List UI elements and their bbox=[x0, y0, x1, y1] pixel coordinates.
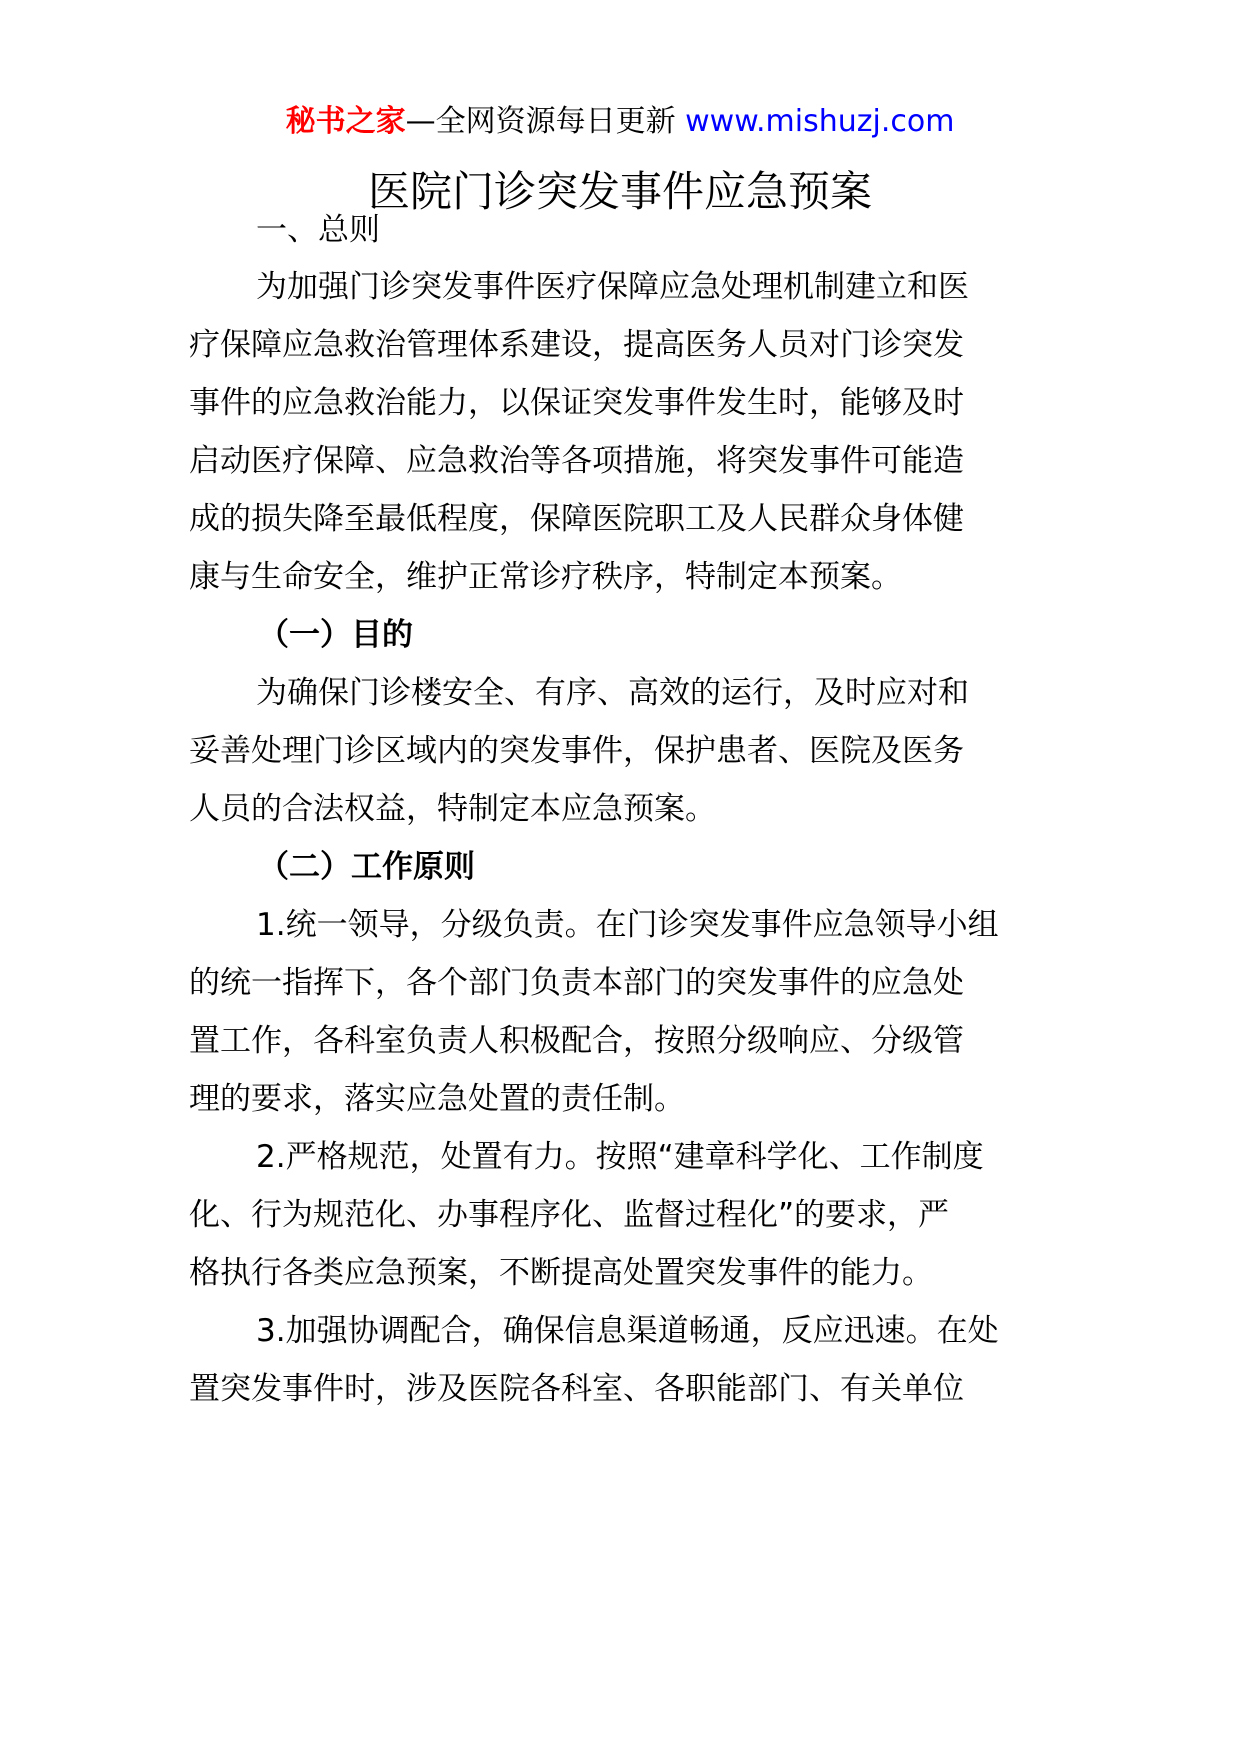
paragraph-line: 为加强门诊突发事件医疗保障应急处理机制建立和医 bbox=[256, 269, 969, 305]
subsection-heading-principles: （二）工作原则 bbox=[258, 849, 475, 885]
subsection-heading-purpose: （一）目的 bbox=[258, 617, 413, 653]
banner-tagline: —全网资源每日更新 bbox=[405, 104, 676, 139]
paragraph-line: 置突发事件时，涉及医院各科室、各职能部门、有关单位 bbox=[189, 1371, 964, 1407]
paragraph-line: 2.严格规范，处置有力。按照“建章科学化、工作制度 bbox=[256, 1139, 984, 1175]
paragraph-line: 妥善处理门诊区域内的突发事件，保护患者、医院及医务 bbox=[189, 733, 964, 769]
paragraph-line: 疗保障应急救治管理体系建设，提高医务人员对门诊突发 bbox=[189, 327, 964, 363]
paragraph-line: 置工作，各科室负责人积极配合，按照分级响应、分级管 bbox=[189, 1023, 964, 1059]
document-title: 医院门诊突发事件应急预案 bbox=[367, 167, 872, 216]
paragraph-line: 3.加强协调配合，确保信息渠道畅通，反应迅速。在处 bbox=[256, 1313, 999, 1349]
paragraph-line: 为确保门诊楼安全、有序、高效的运行，及时应对和 bbox=[256, 675, 969, 711]
paragraph-line: 康与生命安全，维护正常诊疗秩序，特制定本预案。 bbox=[189, 559, 902, 595]
paragraph-line: 人员的合法权益，特制定本应急预案。 bbox=[189, 791, 716, 827]
paragraph-line: 成的损失降至最低程度，保障医院职工及人民群众身体健 bbox=[189, 501, 964, 537]
site-url-link[interactable]: www.mishuzj.com bbox=[685, 104, 955, 139]
paragraph-line: 事件的应急救治能力，以保证突发事件发生时，能够及时 bbox=[189, 385, 964, 421]
paragraph-line: 1.统一领导，分级负责。在门诊突发事件应急领导小组 bbox=[256, 907, 999, 943]
paragraph-line: 理的要求，落实应急处置的责任制。 bbox=[189, 1081, 685, 1117]
paragraph-line: 启动医疗保障、应急救治等各项措施，将突发事件可能造 bbox=[189, 443, 964, 479]
paragraph-line: 格执行各类应急预案，不断提高处置突发事件的能力。 bbox=[189, 1255, 933, 1291]
paragraph-line: 化、行为规范化、办事程序化、监督过程化”的要求，严 bbox=[189, 1197, 950, 1233]
site-banner bbox=[0, 100, 1240, 144]
brand-name: 秘书之家 bbox=[285, 104, 406, 139]
paragraph-line: 的统一指挥下，各个部门负责本部门的突发事件的应急处 bbox=[189, 965, 964, 1001]
section-heading-general: 一、总则 bbox=[256, 212, 380, 248]
